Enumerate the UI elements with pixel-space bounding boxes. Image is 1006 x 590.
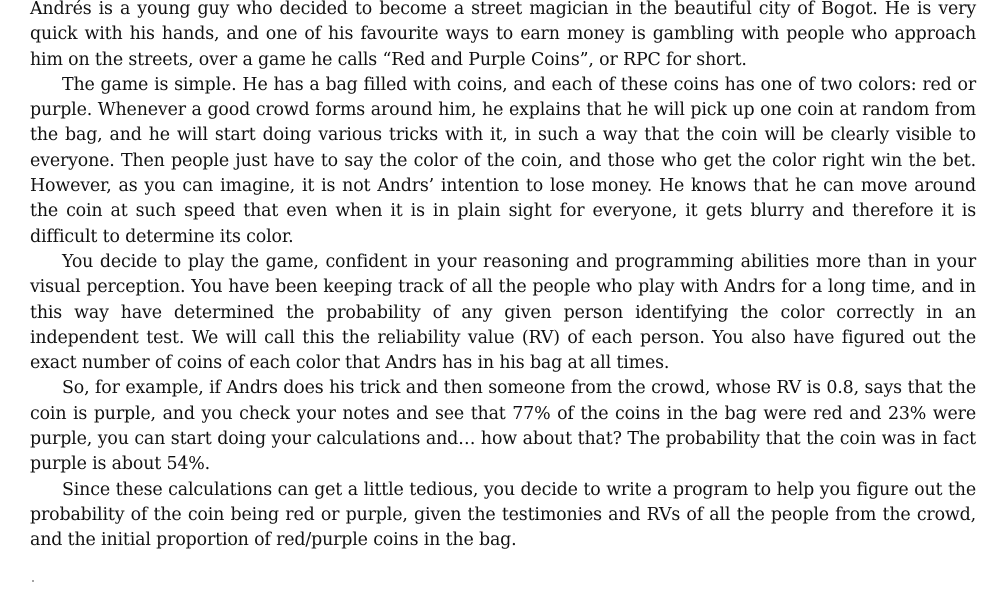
paragraph-task: Since these calculations can get a little tedious, you decide to write a program to help you figure out the probability of the coin being red or purple, given the testimonies and RVs of all the people from the crowd, and the initial proportion of red/purple coins in the bag. — [30, 479, 976, 551]
paragraph-reliability: You decide to play the game, confident in your reasoning and programming abilities more than in your visual perception. You have been keeping track of all the people who play with Andrs for a long time, and in this way have determined the probability of any given person identifying the color correctly in an independent test. We will call this the reliability value (RV) of each person. You also have figured out the exact number of coins of each color that Andrs has in his bag at all times. — [30, 251, 976, 374]
page-mark — [32, 580, 34, 582]
paragraph-example: So, for example, if Andrs does his trick and then someone from the crowd, whose RV is 0.8, says that the coin is purple, and you check your notes and see that 77% of the coins in the bag were red and 23% were purple, you can start doing your calculations and… how about that? The probability that the coin was in fact purple is about 54%. — [30, 378, 976, 475]
problem-statement — [30, 0, 976, 554]
paragraph-intro: Andrés is a young guy who decided to become a street magician in the beautiful city of Bogot. He is very quick with his hands, and one of his favourite ways to earn money is gambling with people who approach him on the streets, over a game he calls “Red and Purple Coins”, or RPC for short. — [30, 0, 976, 70]
paragraph-game-rules: The game is simple. He has a bag filled with coins, and each of these coins has one of two colors: red or purple. Whenever a good crowd forms around him, he explains that he will pick up one coin at random from the bag, and he will start doing various tricks with it, in such a way that the coin will be clearly visible to everyone. Then people just have to say the color of the coin, and those who get the color right win the bet. However, as you can imagine, it is not Andrs’ intention to lose money. He knows that he can move around the coin at such speed that even when it is in plain sight for everyone, it gets blurry and therefore it is difficult to determine its color. — [30, 74, 976, 247]
